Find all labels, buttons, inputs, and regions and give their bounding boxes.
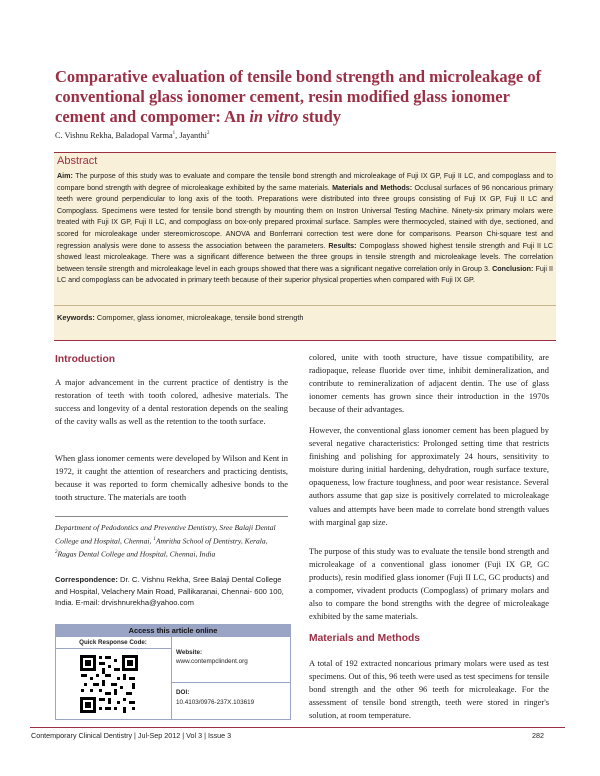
article-title bbox=[55, 67, 555, 127]
methods-label: Materials and Methods: bbox=[332, 183, 413, 192]
access-heading: Access this article online bbox=[56, 625, 290, 637]
title-italic: in vitro bbox=[249, 107, 299, 126]
footer-rule bbox=[30, 727, 565, 728]
results-text: Compoglass showed highest tensile strength and Fuji II LC showed least microleakage. There was a significant difference between the three groups in tensile strength and microleakage levels. The correlation between tensile strength and microleakage level in each groups showed that there was a significant negative correlation only in Group 3. bbox=[57, 241, 554, 273]
author-list: C. Vishnu Rekha, Baladopal Varma$^1$, Jayanthi$^2$ bbox=[55, 131, 210, 140]
affiliation-line-1: Department of Pedodontics and Preventive Dentistry, Sree Balaji Dental College and Hospital, Chennai, bbox=[55, 523, 276, 546]
intro-paragraph-1: A major advancement in the current practice of dentistry is the restoration of teeth with tooth colored, adhesive materials. The success and longevity of a dental restoration depends on the sealing of the cavity walls as well as the retention to the tooth surface. bbox=[55, 377, 288, 427]
keywords bbox=[57, 313, 553, 322]
conclusion-text: Fuji II LC and compoglass can be advocated in primary teeth because of their superior physical properties when compared with Fuji IX GP. bbox=[57, 264, 554, 285]
abstract-heading: Abstract bbox=[57, 155, 98, 167]
affiliation-line-3: Ragas Dental College and Hospital, Chennai, India bbox=[57, 549, 216, 559]
author-3: Jayanthi bbox=[179, 131, 207, 140]
abstract-top-rule bbox=[54, 152, 556, 153]
title-tail: study bbox=[302, 107, 342, 126]
doi-value[interactable]: 10.4103/0976-237X.103619 bbox=[176, 699, 255, 706]
author-2: Baladopal Varma bbox=[115, 131, 173, 140]
methods-paragraph: A total of 192 extracted noncarious primary molars were used as test specimens. Out of this, 96 teeth were used as test specimens for tensile bond strength and the other 96 teeth for microleakage. For the assessment of tensile bond strength, teeth were stored in ringer's solution, at room temperature. bbox=[309, 658, 549, 721]
correspondence bbox=[55, 574, 288, 609]
title-text: Comparative evaluation of tensile bond strength and microleakage of conventional glass ionomer cement, resin modified glass ionomer cement and compomer: An bbox=[55, 67, 542, 126]
author-3-sup: 2 bbox=[206, 131, 210, 137]
methods-text: Occlusal surfaces of 96 noncarious primary teeth were ground perpendicular to long axis of the tooth. Preparations were distributed into three groups consisting of Fuji IX GP, Fuji II LC and Compoglass. Specimens were tested for tensile bond strength by mounting them on Instron Universal Testing Machine. Ninety-six primary molars were treated with Fuji IX GP, Fuji II LC, and compoglass on box-only prepared proximal surface. Samples were thermocycled, stained with dye, sectioned, and scored for microleakage under stereomicroscope. ANOVA and Bonferrani correction test were done for comparisons. Pearson Chi-square test and regression analysis were done to assess the association between the parameters. bbox=[57, 183, 554, 250]
affiliation bbox=[55, 522, 288, 560]
abstract-body bbox=[57, 171, 553, 287]
qr-label: Quick Response Code: bbox=[79, 639, 147, 646]
aim-text: The purpose of this study was to evaluate and compare the tensile bond strength and microleakage of Fuji IX GP, Fuji II LC, and compoglass and to compare bond strength with degree of microleakage exhibited by the same materials. bbox=[57, 172, 553, 192]
correspondence-label: Correspondence: bbox=[55, 575, 118, 584]
aim-label: Aim: bbox=[57, 172, 73, 180]
affiliation-rule bbox=[55, 516, 288, 517]
author-2-sup: 1 bbox=[172, 131, 176, 137]
affiliation-sup-2: 2 bbox=[55, 549, 58, 555]
website-label: Website: bbox=[176, 649, 203, 656]
access-divider bbox=[171, 637, 172, 719]
correspondence-text: Dr. C. Vishnu Rekha, Sree Balaji Dental College and Hospital, Velachery Main Road, Pallikaranai, Chennai- 600 100, India. E-mail: drvishnurekha@yahoo.com bbox=[55, 575, 284, 608]
keywords-label: Keywords: bbox=[57, 313, 95, 322]
right-paragraph-3: The purpose of this study was to evaluate the tensile bond strength and microleakage of a conventional glass ionomer (Fuji IX GP, GC products), resin modified glass ionomer (Fuji II LC, GC products) and a compomer, vivadent products (Compoglass) of primary molars and also to compare the bond strengths with the degree of microleakage exhibited by the same materials. bbox=[309, 546, 549, 622]
page-number: 282 bbox=[532, 731, 544, 740]
doi-label: DOI: bbox=[176, 689, 190, 696]
affiliation-line-2: Amritha School of Dentistry, Kerala, bbox=[155, 536, 268, 546]
abstract-bottom-rule bbox=[54, 340, 556, 341]
conclusion-label: Conclusion: bbox=[492, 264, 534, 273]
access-divider-h bbox=[172, 682, 290, 683]
author-1: C. Vishnu Rekha bbox=[55, 131, 112, 140]
results-label: Results: bbox=[328, 241, 357, 250]
footer-journal: Contemporary Clinical Dentistry | Jul-Sep 2012 | Vol 3 | Issue 3 bbox=[31, 731, 232, 740]
affiliation-sup-1: 1 bbox=[153, 536, 156, 542]
intro-paragraph-2: When glass ionomer cements were developed by Wilson and Kent in 1972, it caught the attention of researchers and practicing dentists, because it was reported to form chemically adhesive bonds to the tooth structure. The materials are tooth bbox=[55, 453, 288, 503]
introduction-heading: Introduction bbox=[55, 354, 116, 365]
access-box bbox=[55, 624, 291, 720]
website-link[interactable]: www.contempclindent.org bbox=[176, 658, 248, 665]
keywords-rule bbox=[54, 305, 556, 306]
right-paragraph-2: However, the conventional glass ionomer cement has been plagued by several negative characteristics: Prolonged setting time that restricts finishing and polishing for approximately 24 hours, sensitivity to moisture during initial hardening, dehydration, rough surface texture, opaqueness, low fracture toughness, and poor wear resistance. Several authors assume that gap size is positively correlated to microleakage values and attempts have been made to correlate bond strength values with marginal gap size. bbox=[309, 425, 549, 527]
keywords-text: Compomer, glass ionomer, microleakage, tensile bond strength bbox=[96, 313, 304, 322]
right-paragraph-1: colored, unite with tooth structure, have tissue compatibility, are radiopaque, release fluoride over time, inhibit demineralization, and contribute to remineralization of adjacent dentin. The use of glass ionomer cements has grown since their introduction in the 1970s because of their advantages. bbox=[309, 352, 549, 415]
qr-code-icon[interactable] bbox=[78, 653, 140, 715]
methods-heading: Materials and Methods bbox=[309, 633, 420, 644]
